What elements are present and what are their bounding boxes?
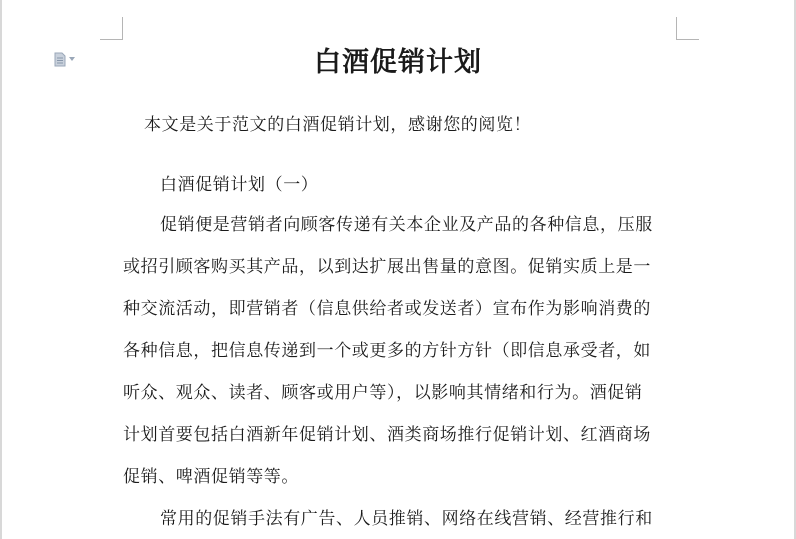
paragraph-line: 或招引顾客购买其产品，以到达扩展出售量的意图。促销实质上是一 xyxy=(123,257,651,277)
paragraph-line: 各种信息，把信息传递到一个或更多的方针方针（即信息承受者，如 xyxy=(123,341,651,361)
paragraph-line: 种交流活动，即营销者（信息供给者或发送者）宣布作为影响消费的 xyxy=(123,299,651,319)
paragraph-line: 听众、观众、读者、顾客或用户等），以影响其情绪和行为。酒促销 xyxy=(123,383,643,403)
page-corner-mark-right xyxy=(676,17,699,40)
paragraph-line: 促销、啤酒促销等等。 xyxy=(123,467,299,487)
paragraph-line: 计划首要包括白酒新年促销计划、酒类商场推行促销计划、红酒商场 xyxy=(123,425,651,445)
section-heading: 白酒促销计划（一） xyxy=(160,175,319,195)
document-title: 白酒促销计划 xyxy=(314,47,482,78)
paragraph-line: 促销便是营销者向顾客传递有关本企业及产品的各种信息，压服 xyxy=(160,215,653,235)
intro-text: 本文是关于范文的白酒促销计划，感谢您的阅览！ xyxy=(144,115,532,135)
paragraph-line: 常用的促销手法有广告、人员推销、网络在线营销、经营推行和 xyxy=(160,509,653,529)
page-corner-mark-left xyxy=(100,17,123,40)
page-left-edge xyxy=(0,0,2,539)
